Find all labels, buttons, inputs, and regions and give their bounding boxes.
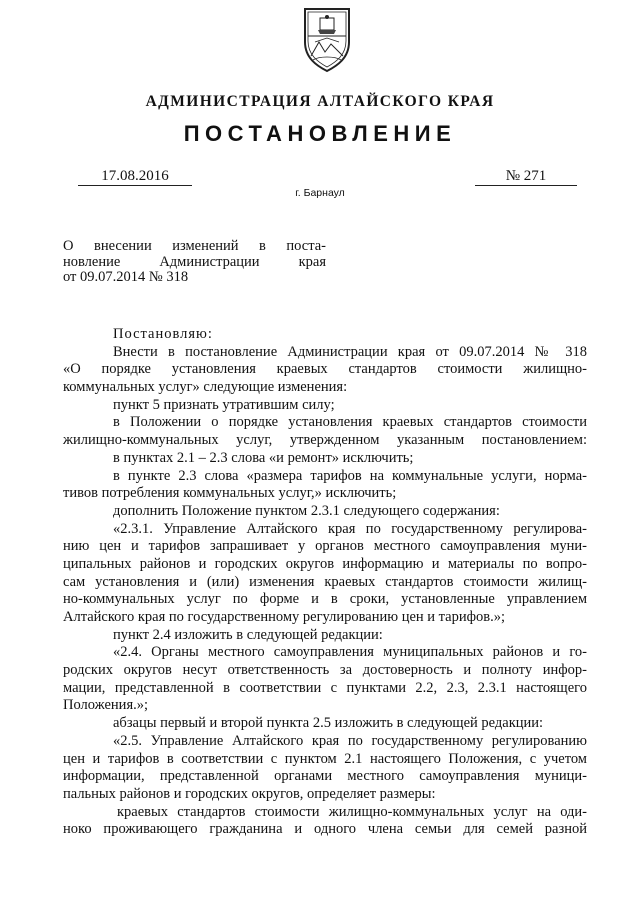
- document-date: 17.08.2016: [78, 168, 192, 186]
- organization-title: АДМИНИСТРАЦИЯ АЛТАЙСКОГО КРАЯ: [145, 93, 495, 110]
- body-line: пальных районов и городских округов, определяет размеры:: [63, 785, 436, 802]
- document-subject: [63, 239, 326, 286]
- body-line: в Положении о порядке установления краевых стандартов стоимости: [113, 414, 587, 431]
- body-line: Положения.»;: [63, 697, 149, 714]
- body-line: Алтайского края по государственному регулированию цен и тарифов.»;: [63, 609, 506, 625]
- body-line: Постановляю:: [113, 326, 213, 342]
- body-line: «2.5. Управление Алтайского края по государственному регулированию: [113, 732, 587, 749]
- body-line: ноко проживающего гражданина и одного члена семьи для семей разной: [63, 821, 587, 838]
- subject-line: О внесении изменений в поста-: [63, 238, 326, 254]
- body-line: пункт 2.4 изложить в следующей редакции:: [113, 626, 383, 643]
- body-line: нию цен и тарифов запрашивает у органов местного самоуправления муни-: [63, 538, 587, 555]
- document-type-title: ПОСТАНОВЛЕНИЕ: [183, 121, 457, 146]
- coat-of-arms-icon: [301, 6, 353, 74]
- body-line: коммунальных услуг» следующие изменения:: [63, 379, 348, 396]
- body-line: родских округов несут ответственность за достоверность и полноту инфор-: [63, 662, 587, 679]
- body-line: цен и тарифов в соответствии с пунктом 2.1 настоящего Положения, с учетом: [63, 750, 587, 767]
- body-line: ципальных районов и городских округов информацию и материалы по вопро-: [63, 555, 587, 572]
- document-number: № 271: [475, 168, 577, 186]
- subject-line: новление Администрации края: [63, 253, 326, 270]
- body-line: абзацы первый и второй пункта 2.5 изложить в следующей редакции:: [113, 715, 544, 732]
- subject-line: от 09.07.2014 № 318: [63, 269, 189, 285]
- body-line: сам установления и (или) изменения краевых стандартов стоимости жилищ-: [63, 573, 587, 590]
- document-city: г. Барнаул: [295, 187, 345, 199]
- body-line: в пунктах 2.1 – 2.3 слова «и ремонт» исключить;: [113, 449, 414, 466]
- body-line: информации, представленной органами местного самоуправления муници-: [63, 768, 587, 785]
- body-line: краевых стандартов стоимости жилищно-коммунальных услуг на оди-: [117, 803, 587, 820]
- body-line: но-коммунальных услуг по форме и в сроки, установленные управлением: [63, 591, 587, 608]
- body-line: «О порядке установления краевых стандартов стоимости жилищно-: [63, 361, 587, 378]
- body-line: Внести в постановление Администрации края от 09.07.2014 № 318: [113, 343, 587, 360]
- body-line: мации, представленной в соответствии с пунктами 2.2, 2.3, 2.3.1 настоящего: [63, 679, 587, 696]
- body-line: тивов потребления коммунальных услуг,» исключить;: [63, 485, 397, 502]
- body-line: дополнить Положение пунктом 2.3.1 следующего содержания:: [113, 502, 500, 519]
- document-body: [63, 326, 587, 839]
- body-line: в пункте 2.3 слова «размера тарифов на коммунальные услуги, норма-: [113, 467, 587, 484]
- body-line: пункт 5 признать утратившим силу;: [113, 396, 335, 413]
- body-line: «2.3.1. Управление Алтайского края по государственному регулирова-: [113, 520, 587, 537]
- body-line: «2.4. Органы местного самоуправления муниципальных районов и го-: [113, 644, 587, 661]
- body-line: жилищно-коммунальных услуг, утвержденном указанным постановлением:: [63, 432, 587, 449]
